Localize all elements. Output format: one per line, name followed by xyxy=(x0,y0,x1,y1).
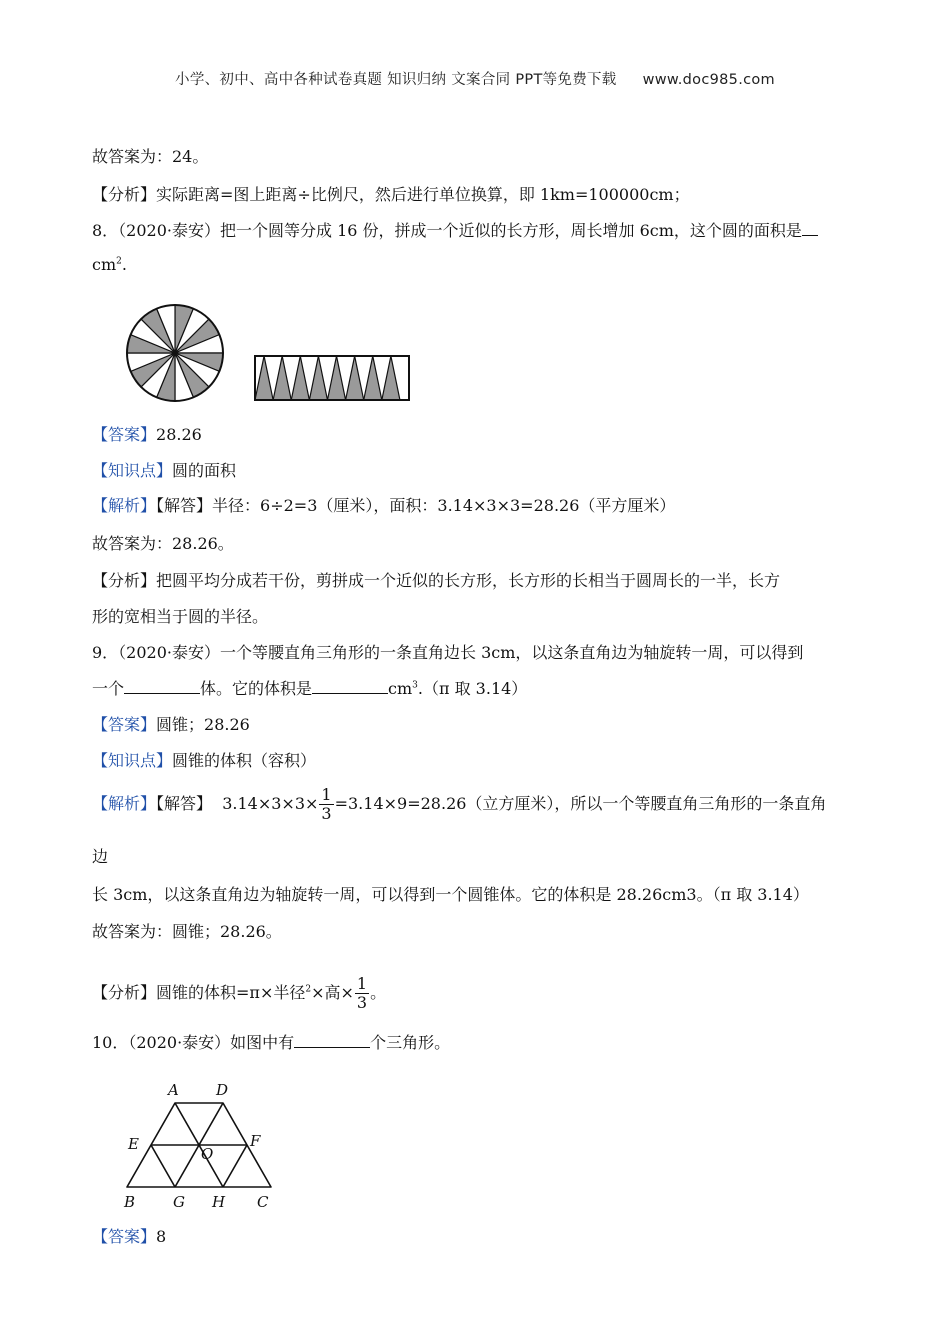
q8-sol-tag: 【解析】 xyxy=(92,496,157,515)
q8-answer-blank xyxy=(802,220,818,236)
q8-kp-tag: 【知识点】 xyxy=(92,461,173,480)
q9-analysis xyxy=(92,975,386,1012)
q8-circle-figure xyxy=(124,302,226,404)
q9-knowledge xyxy=(92,750,316,772)
q9-answer-value: 圆锥；28.26 xyxy=(156,715,250,734)
q9-blank-2 xyxy=(312,678,388,694)
q9-frac-den: 3 xyxy=(321,804,332,823)
q9-sol-bracket: 【解答】 xyxy=(156,794,213,813)
q9-fraction xyxy=(319,786,333,823)
q9-analysis-b: ×高× xyxy=(311,983,354,1002)
label-E: E xyxy=(128,1135,139,1153)
q7-analysis-text: 实际距离=图上距离÷比例尺，然后进行单位换算，即 1km=100000cm； xyxy=(156,185,690,204)
label-B: B xyxy=(124,1193,136,1211)
q10-stem-a: 10．（2020·泰安）如图中有 xyxy=(92,1033,295,1052)
q8-analysis-tag: 【分析】 xyxy=(92,571,157,590)
label-O: O xyxy=(201,1145,214,1163)
q9-analysis-a: 圆锥的体积=π×半径 xyxy=(156,983,306,1002)
trapezoid-diagram xyxy=(118,1070,278,1212)
line-FH xyxy=(223,1145,247,1187)
q9-stem-line2 xyxy=(92,678,527,700)
rect-sector xyxy=(327,356,345,400)
q8-result: 故答案为：28.26。 xyxy=(92,534,234,553)
q9-stem: 9．（2020·泰安）一个等腰直角三角形的一条直角边长 3cm，以这条直角边为轴旋转一周，可以得到 xyxy=(92,643,804,662)
q8-knowledge xyxy=(92,460,236,482)
q9-line2-b: 体。它的体积是 xyxy=(200,679,313,698)
q9-analysis-c: 。 xyxy=(370,983,387,1002)
sectored-circle xyxy=(124,302,226,404)
q9-kp-text: 圆锥的体积（容积） xyxy=(172,751,317,770)
q8-rectangle-figure xyxy=(253,353,411,403)
q9-sol-b: =3.14×9=28.26（立方厘米），所以一个等腰直角三角形的一条直角 xyxy=(334,794,827,813)
q10-stem xyxy=(92,1032,450,1054)
label-D: D xyxy=(216,1081,229,1099)
q9-answer xyxy=(92,714,250,736)
q9-sol-d: 长 3cm，以这条直角边为轴旋转一周，可以得到一个圆锥体。它的体积是 28.26cm3。（π 取 3.14） xyxy=(92,885,809,904)
q9-kp-tag: 【知识点】 xyxy=(92,751,173,770)
rect-sector xyxy=(309,356,327,400)
q9-analysis-sup: 2 xyxy=(305,984,312,995)
line-EG xyxy=(151,1145,175,1187)
q9-result: 故答案为：圆锥；28.26。 xyxy=(92,922,282,941)
q9-analysis-frac-num: 1 xyxy=(356,974,368,993)
q9-line2-a: 一个 xyxy=(92,679,125,698)
q9-analysis-tag: 【分析】 xyxy=(92,983,157,1002)
q9-analysis-frac-den: 3 xyxy=(356,993,368,1012)
q7-analysis-tag: 【分析】 xyxy=(92,185,157,204)
label-G: G xyxy=(173,1193,185,1211)
label-C: C xyxy=(257,1193,269,1211)
label-H: H xyxy=(212,1193,226,1211)
q8-kp-text: 圆的面积 xyxy=(172,461,237,480)
rect-sector xyxy=(255,356,273,400)
q8-analysis-1 xyxy=(92,570,780,592)
q8-answer-value: 28.26 xyxy=(156,425,202,444)
q9-analysis-fraction xyxy=(355,975,369,1012)
q8-unit-sup: 2 xyxy=(116,256,122,267)
q8-analysis-text-1: 把圆平均分成若干份，剪拼成一个近似的长方形，长方形的长相当于圆周长的一半，长方 xyxy=(156,571,781,590)
rect-sector xyxy=(364,356,382,400)
q8-answer xyxy=(92,424,202,446)
q9-sol-tag: 【解析】 xyxy=(92,794,157,813)
header-title: 小学、初中、高中各种试卷真题 知识归纳 文案合同 PPT等免费下载 xyxy=(175,72,617,88)
q8-unit-end: . xyxy=(121,255,127,274)
rect-sector xyxy=(346,356,364,400)
q8-analysis-2: 形的宽相当于圆的半径。 xyxy=(92,607,269,626)
q9-sol-c: 边 xyxy=(92,847,109,866)
q10-answer-tag: 【答案】 xyxy=(92,1227,157,1246)
q9-unit-sup: 3 xyxy=(412,680,418,691)
header-site: www.doc985.com xyxy=(642,72,775,88)
rect-sector xyxy=(382,356,400,400)
q8-answer-tag: 【答案】 xyxy=(92,425,157,444)
q8-unit: cm xyxy=(92,255,117,274)
q10-blank xyxy=(294,1032,370,1048)
q8-stem-text: 8．（2020·泰安）把一个圆等分成 16 份，拼成一个近似的长方形，周长增加 6cm，这个圆的面积是 xyxy=(92,221,802,240)
q8-sol-bracket: 【解答】 xyxy=(156,496,213,515)
rearranged-rectangle xyxy=(253,353,411,403)
q8-stem xyxy=(92,220,818,242)
q9-sol-a: 3.14×3×3× xyxy=(222,794,319,813)
q8-solution xyxy=(92,495,675,517)
q9-answer-tag: 【答案】 xyxy=(92,715,157,734)
rect-sector xyxy=(273,356,291,400)
label-F: F xyxy=(250,1132,261,1150)
q7-result: 故答案为：24。 xyxy=(92,147,209,166)
q10-stem-b: 个三角形。 xyxy=(370,1033,451,1052)
q8-sol-text: 半径：6÷2=3（厘米），面积：3.14×3×3=28.26（平方厘米） xyxy=(212,496,676,515)
q9-frac-num: 1 xyxy=(321,785,332,804)
q9-unit: cm xyxy=(388,679,413,698)
q10-answer xyxy=(92,1226,166,1248)
q9-solution xyxy=(92,786,826,823)
q7-analysis xyxy=(92,184,690,206)
rect-sector xyxy=(291,356,309,400)
q9-blank-1 xyxy=(124,678,200,694)
page-header xyxy=(0,68,950,89)
q10-triangle-figure xyxy=(118,1070,278,1212)
q10-answer-value: 8 xyxy=(156,1227,167,1246)
label-A: A xyxy=(168,1081,179,1099)
q9-line2-end: .（π 取 3.14） xyxy=(417,679,528,698)
q8-unit-line xyxy=(92,254,127,276)
